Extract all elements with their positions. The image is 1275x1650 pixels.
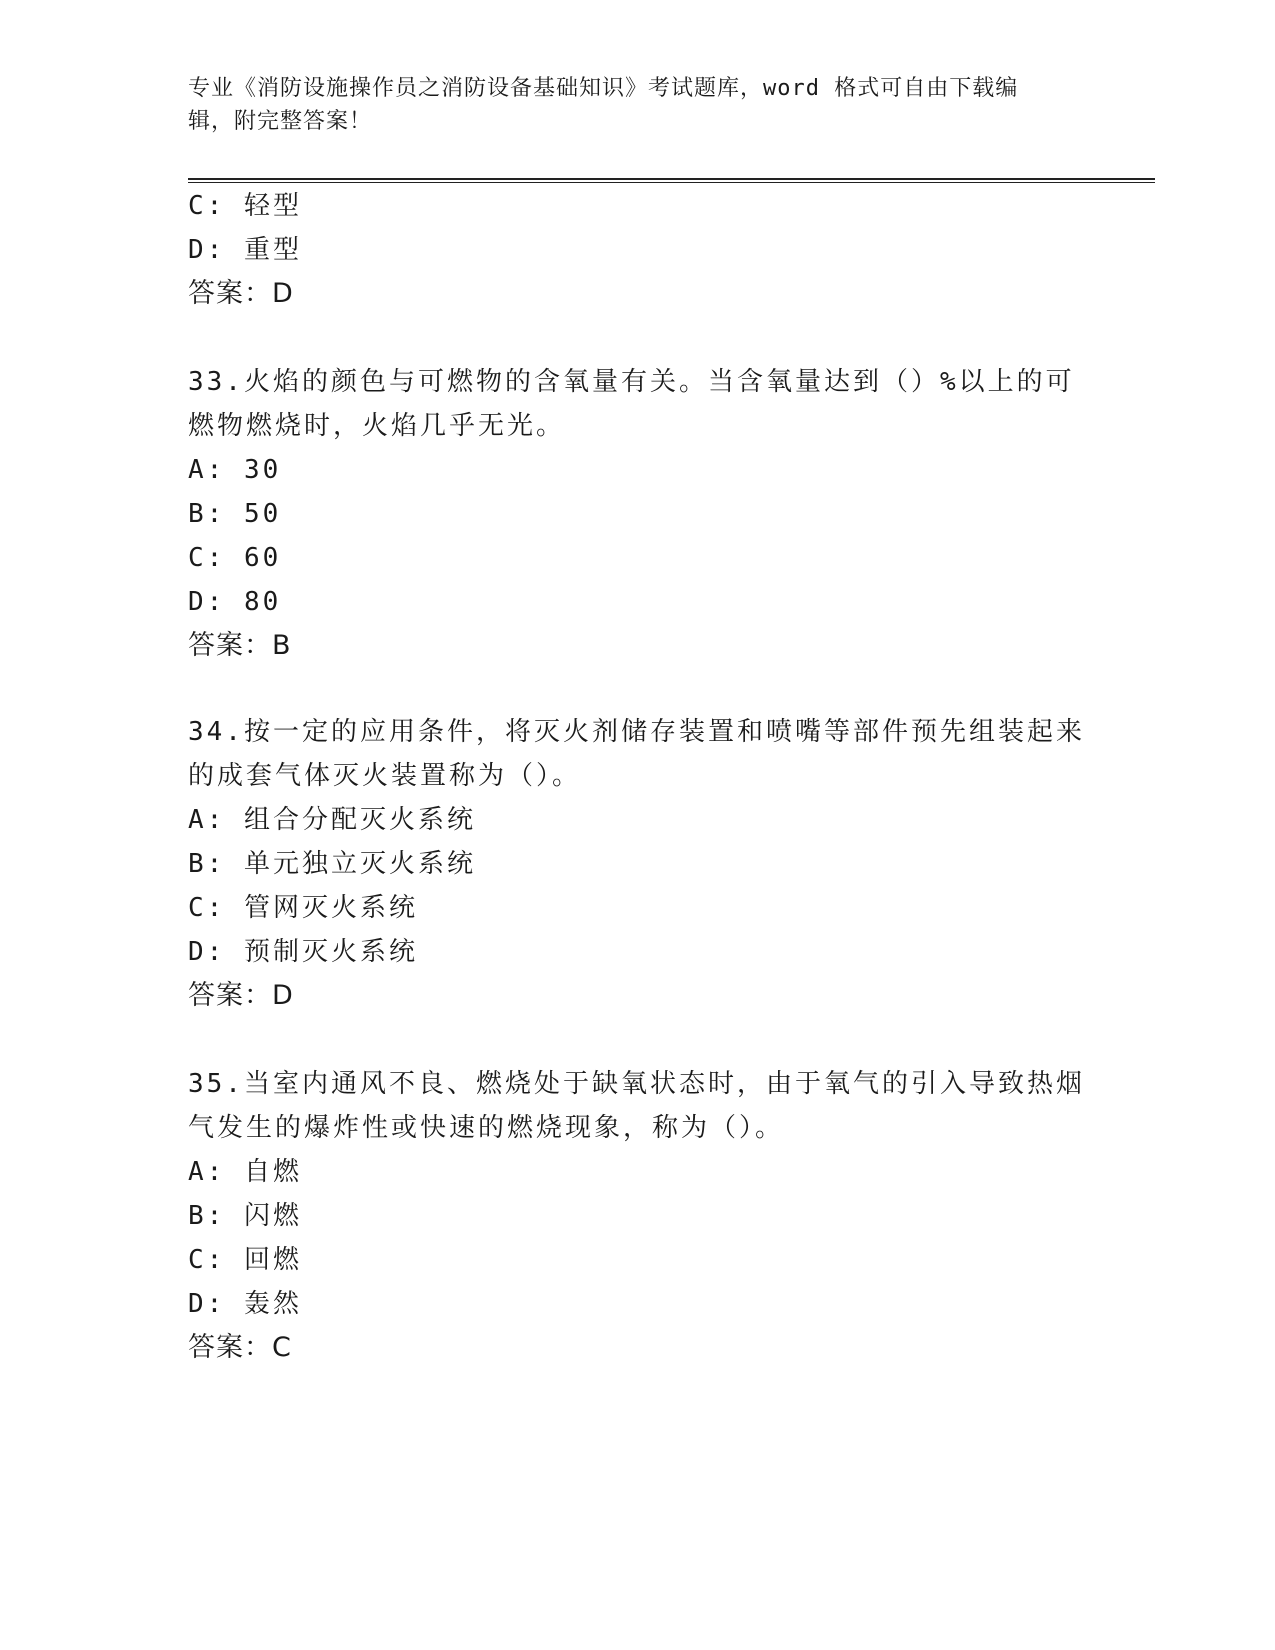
header-divider-thin <box>188 182 1155 183</box>
q34-stem-line-2: 的成套气体灭火装置称为（）。 <box>188 761 582 791</box>
q32-option-c: C: 轻型 <box>188 191 302 221</box>
header-line-1: 专业《消防设施操作员之消防设备基础知识》考试题库，word 格式可自由下载编 <box>188 76 1019 101</box>
q35-answer: 答案：C <box>188 1332 292 1363</box>
q33-option-b: B: 50 <box>188 499 282 529</box>
q32-option-d: D: 重型 <box>188 235 302 265</box>
q35-option-b: B: 闪燃 <box>188 1201 302 1231</box>
q35-option-d: D: 轰然 <box>188 1289 302 1319</box>
q34-option-b: B: 单元独立灭火系统 <box>188 849 476 879</box>
q35-stem-line-1: 35.当室内通风不良、燃烧处于缺氧状态时，由于氧气的引入导致热烟 <box>188 1069 1085 1099</box>
q32-answer: 答案：D <box>188 278 294 309</box>
q33-option-a: A: 30 <box>188 455 282 485</box>
q33-stem-line-1: 33.火焰的颜色与可燃物的含氧量有关。当含氧量达到（）%以上的可 <box>188 367 1075 397</box>
q35-stem-line-2: 气发生的爆炸性或快速的燃烧现象，称为（）。 <box>188 1113 785 1143</box>
q33-stem-line-2: 燃物燃烧时，火焰几乎无光。 <box>188 411 566 441</box>
document-header <box>188 72 1088 138</box>
q35-option-a: A: 自燃 <box>188 1157 302 1187</box>
q34-option-a: A: 组合分配灭火系统 <box>188 805 476 835</box>
header-divider <box>188 178 1155 180</box>
header-line-2: 辑，附完整答案！ <box>188 109 373 134</box>
q33-answer: 答案：B <box>188 630 292 661</box>
q34-option-c: C: 管网灭火系统 <box>188 893 418 923</box>
q34-answer: 答案：D <box>188 980 294 1011</box>
q33-option-c: C: 60 <box>188 543 282 573</box>
q34-option-d: D: 预制灭火系统 <box>188 937 418 967</box>
q35-option-c: C: 回燃 <box>188 1245 302 1275</box>
q33-option-d: D: 80 <box>188 587 282 617</box>
q34-stem-line-1: 34.按一定的应用条件，将灭火剂储存装置和喷嘴等部件预先组装起来 <box>188 717 1085 747</box>
